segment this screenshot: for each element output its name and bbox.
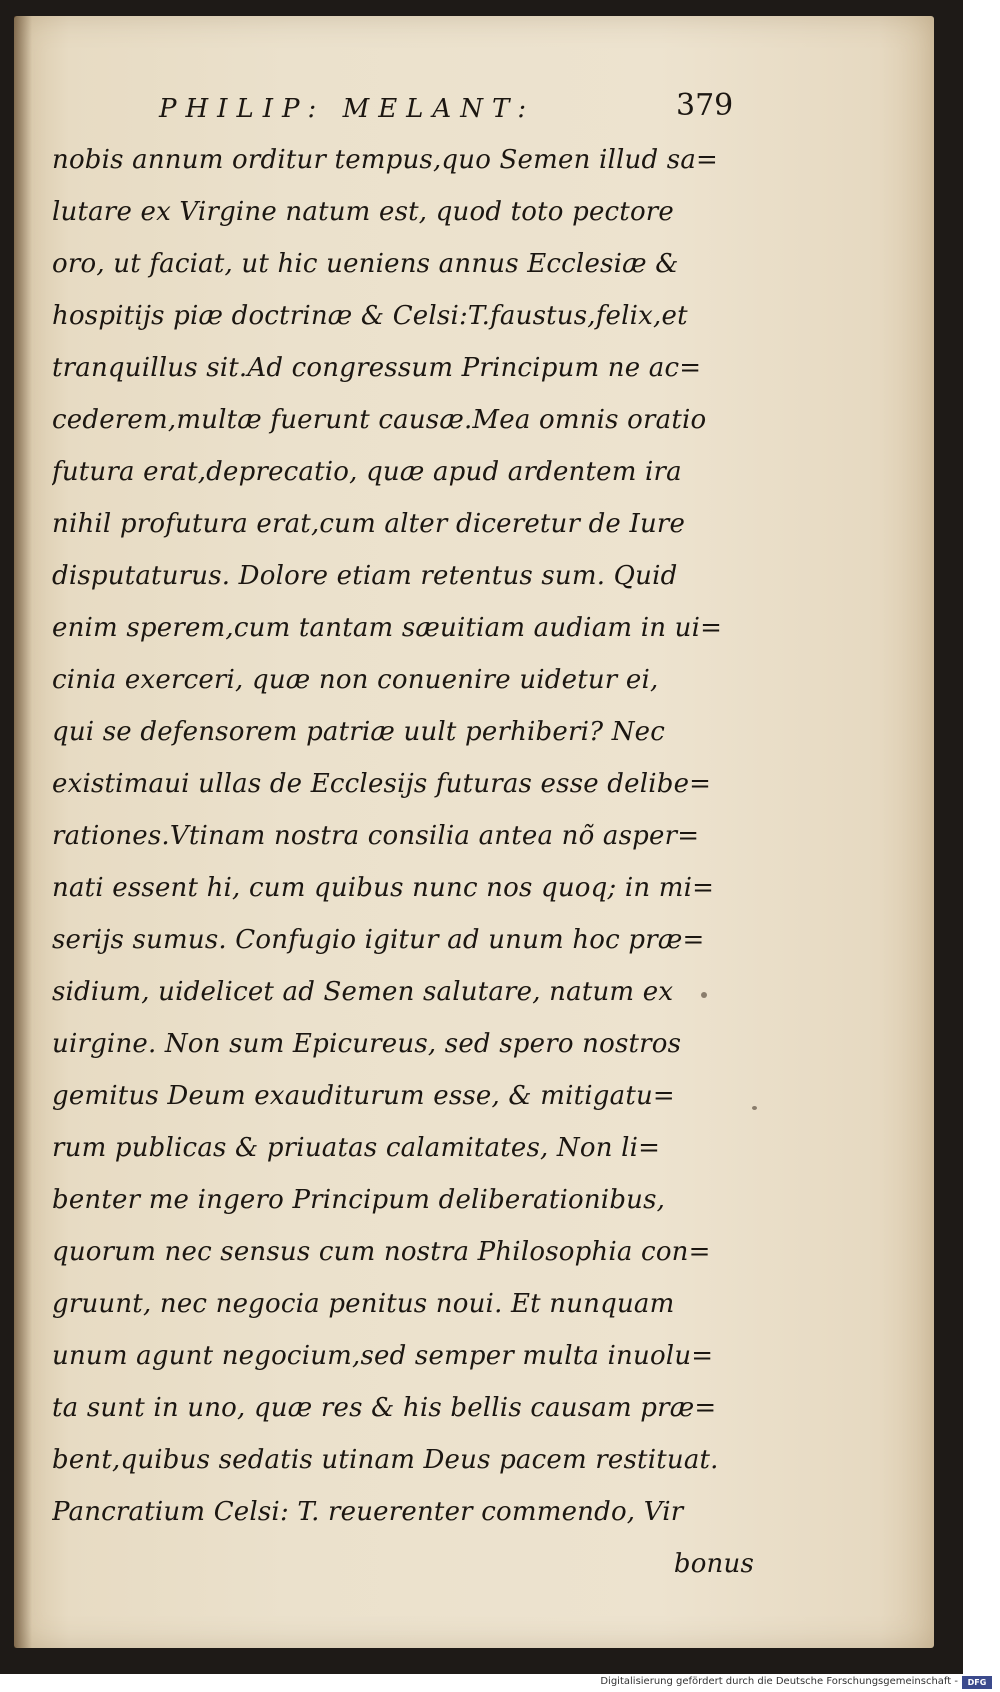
text-line: nihil profutura erat,cum alter diceretur de Iure (52, 509, 686, 539)
text-line: uirgine. Non sum Epicureus, sed spero nostros (52, 1029, 682, 1059)
text-line: quorum nec sensus cum nostra Philosophia con= (52, 1237, 711, 1267)
text-line: bent,quibus sedatis utinam Deus pacem restituat. (52, 1445, 719, 1475)
spine-shadow (14, 16, 32, 1648)
funding-credit: Digitalisierung gefördert durch die Deutsche Forschungsgemeinschaft - (600, 1676, 958, 1687)
text-line: disputaturus. Dolore etiam retentus sum. Quid (52, 561, 678, 591)
dfg-logo: DFG (962, 1676, 992, 1689)
text-line: unum agunt negocium,sed semper multa inuolu= (52, 1341, 714, 1371)
text-line: cederem,multæ fuerunt causæ.Mea omnis oratio (52, 405, 707, 435)
text-line: rum publicas & priuatas calamitates, Non li= (52, 1133, 661, 1163)
text-line: ta sunt in uno, quæ res & his bellis causam præ= (52, 1393, 717, 1423)
book-page (14, 16, 934, 1648)
text-line: nobis annum orditur tempus,quo Semen illud sa= (52, 145, 719, 175)
text-line: futura erat,deprecatio, quæ apud ardentem ira (52, 457, 682, 487)
text-line: lutare ex Virgine natum est, quod toto pectore (52, 197, 675, 227)
page-number: 379 (676, 88, 734, 123)
text-line: gruunt, nec negocia penitus noui. Et nunquam (52, 1289, 675, 1319)
paper-speck (752, 1106, 757, 1110)
text-line: Pancratium Celsi: T. reuerenter commendo, Vir (52, 1497, 684, 1527)
text-line: hospitijs piæ doctrinæ & Celsi:T.faustus,felix,et (52, 301, 688, 331)
text-line: tranquillus sit.Ad congressum Principum ne ac= (52, 353, 702, 383)
text-line: cinia exerceri, quæ non conuenire uidetur ei, (52, 665, 659, 695)
running-head: PHILIP: MELANT: (159, 94, 536, 124)
paper-speck (701, 992, 707, 998)
text-line: serijs sumus. Confugio igitur ad unum hoc præ= (52, 925, 705, 955)
footer-bar (0, 1674, 1000, 1692)
text-line: gemitus Deum exauditurum esse, & mitigatu= (52, 1081, 675, 1111)
text-line: oro, ut faciat, ut hic ueniens annus Ecclesiæ & (52, 249, 679, 279)
text-block (52, 134, 758, 1590)
text-line: existimaui ullas de Ecclesijs futuras esse delibe= (52, 769, 712, 799)
text-line: qui se defensorem patriæ uult perhiberi? Nec (52, 717, 666, 747)
text-line: benter me ingero Principum deliberationibus, (52, 1185, 666, 1215)
text-line: sidium, uidelicet ad Semen salutare, natum ex (52, 977, 674, 1007)
text-line: rationes.Vtinam nostra consilia antea nõ asper= (52, 821, 700, 851)
text-line: enim sperem,cum tantam sæuitiam audiam in ui= (52, 613, 723, 643)
catchword: bonus (673, 1549, 754, 1579)
text-line: nati essent hi, cum quibus nunc nos quoq; in mi= (52, 873, 715, 903)
